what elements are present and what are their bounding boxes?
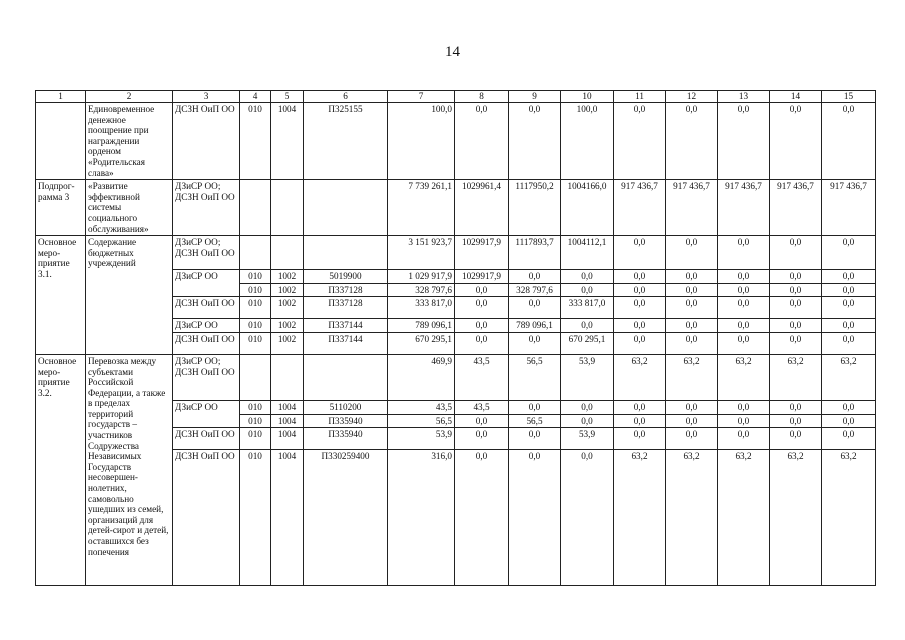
value-cell: 1029961,4 (455, 180, 509, 236)
value-cell: 0,0 (561, 450, 614, 586)
table-cell: Перевозка между субъектами Российской Федерации, а также в пределах территорий государств – участников Содружества Независимых Государств несовершен-нолетних, самовольно ушедших из семей, организаций для детей-сирот и детей, оставшихся без попечения (86, 354, 173, 585)
header-cell: 7 (388, 91, 455, 103)
header-row (36, 91, 876, 103)
table-cell: Подпрог-рамма 3 (36, 180, 86, 236)
value-cell: 43,5 (388, 400, 455, 414)
value-cell: 1117893,7 (509, 236, 561, 270)
value-cell: 63,2 (666, 354, 718, 400)
value-cell: 0,0 (822, 297, 876, 319)
value-cell: 1 029 917,9 (388, 270, 455, 284)
table-cell: 010 (240, 103, 271, 180)
value-cell: 63,2 (666, 450, 718, 586)
table-cell: ДСЗН ОиП ОО (173, 297, 240, 319)
table-cell: 1004 (271, 400, 304, 414)
table-cell: ДЗиСР ОО (173, 400, 240, 427)
value-cell: 63,2 (614, 450, 666, 586)
table-cell: 1004 (271, 103, 304, 180)
table-cell: 1004 (271, 450, 304, 586)
value-cell: 0,0 (614, 270, 666, 284)
value-cell: 670 295,1 (561, 332, 614, 354)
table-cell (271, 354, 304, 400)
value-cell: 0,0 (614, 319, 666, 333)
header-cell: 3 (173, 91, 240, 103)
value-cell: 0,0 (718, 103, 770, 180)
value-cell: 1004112,1 (561, 236, 614, 270)
value-cell: 0,0 (822, 428, 876, 450)
value-cell: 0,0 (666, 103, 718, 180)
value-cell: 0,0 (666, 332, 718, 354)
table-cell: 1002 (271, 319, 304, 333)
value-cell: 0,0 (666, 297, 718, 319)
value-cell: 0,0 (455, 428, 509, 450)
table-cell: 1002 (271, 332, 304, 354)
table-cell: 010 (240, 297, 271, 319)
value-cell: 100,0 (388, 103, 455, 180)
table-cell (304, 236, 388, 270)
table-cell: 1002 (271, 270, 304, 284)
table-cell: П337128 (304, 283, 388, 297)
table-cell: 010 (240, 428, 271, 450)
value-cell: 0,0 (509, 297, 561, 319)
header-cell: 6 (304, 91, 388, 103)
table-cell: 010 (240, 414, 271, 428)
value-cell: 0,0 (770, 270, 822, 284)
value-cell: 63,2 (614, 354, 666, 400)
value-cell: 1029917,9 (455, 236, 509, 270)
table-cell: ДЗиСР ОО; ДСЗН ОиП ОО (173, 354, 240, 400)
value-cell: 0,0 (822, 332, 876, 354)
value-cell: 63,2 (770, 354, 822, 400)
value-cell: 1117950,2 (509, 180, 561, 236)
value-cell: 0,0 (455, 414, 509, 428)
value-cell: 63,2 (822, 354, 876, 400)
value-cell: 1029917,9 (455, 270, 509, 284)
table-cell (240, 354, 271, 400)
table-cell: 010 (240, 450, 271, 586)
table-cell: ДЗиСР ОО (173, 270, 240, 297)
value-cell: 0,0 (509, 428, 561, 450)
value-cell: 0,0 (822, 283, 876, 297)
value-cell: 0,0 (666, 400, 718, 414)
value-cell: 0,0 (718, 400, 770, 414)
table-cell: Основное меро-приятие 3.1. (36, 236, 86, 355)
value-cell: 0,0 (614, 283, 666, 297)
header-cell: 8 (455, 91, 509, 103)
value-cell: 0,0 (561, 400, 614, 414)
header-cell: 11 (614, 91, 666, 103)
value-cell: 0,0 (718, 297, 770, 319)
table-cell (271, 236, 304, 270)
table-cell: 5110200 (304, 400, 388, 414)
value-cell: 43,5 (455, 400, 509, 414)
table-cell: «Развитие эффективной системы социального обслуживания» (86, 180, 173, 236)
table-cell: П337144 (304, 319, 388, 333)
value-cell: 63,2 (770, 450, 822, 586)
value-cell: 0,0 (455, 332, 509, 354)
value-cell: 0,0 (614, 297, 666, 319)
value-cell: 0,0 (509, 270, 561, 284)
value-cell: 0,0 (718, 236, 770, 270)
value-cell: 53,9 (561, 428, 614, 450)
table-row (36, 236, 876, 270)
table-row (36, 180, 876, 236)
value-cell: 0,0 (822, 319, 876, 333)
page-number: 14 (445, 44, 460, 60)
value-cell: 0,0 (561, 414, 614, 428)
value-cell: 7 739 261,1 (388, 180, 455, 236)
table-cell: 010 (240, 319, 271, 333)
value-cell: 0,0 (718, 283, 770, 297)
value-cell: 917 436,7 (614, 180, 666, 236)
value-cell: 0,0 (822, 414, 876, 428)
table-cell: ДЗиСР ОО; ДСЗН ОиП ОО (173, 180, 240, 236)
table-cell (304, 354, 388, 400)
table-cell (304, 180, 388, 236)
value-cell: 0,0 (770, 297, 822, 319)
value-cell: 0,0 (770, 414, 822, 428)
table-cell: П325155 (304, 103, 388, 180)
value-cell: 1004166,0 (561, 180, 614, 236)
value-cell: 0,0 (614, 236, 666, 270)
value-cell: 0,0 (561, 283, 614, 297)
table-cell: 5019900 (304, 270, 388, 284)
value-cell: 0,0 (614, 332, 666, 354)
value-cell: 0,0 (666, 283, 718, 297)
value-cell: 0,0 (718, 270, 770, 284)
value-cell: 0,0 (770, 428, 822, 450)
value-cell: 328 797,6 (509, 283, 561, 297)
value-cell: 333 817,0 (561, 297, 614, 319)
value-cell: 917 436,7 (770, 180, 822, 236)
value-cell: 917 436,7 (822, 180, 876, 236)
value-cell: 56,5 (509, 354, 561, 400)
header-cell: 2 (86, 91, 173, 103)
value-cell: 53,9 (561, 354, 614, 400)
value-cell: 0,0 (718, 319, 770, 333)
value-cell: 0,0 (770, 319, 822, 333)
value-cell: 0,0 (666, 414, 718, 428)
value-cell: 0,0 (666, 270, 718, 284)
value-cell: 0,0 (822, 400, 876, 414)
header-cell: 14 (770, 91, 822, 103)
header-cell: 13 (718, 91, 770, 103)
table-cell: Основное меро-приятие 3.2. (36, 354, 86, 585)
value-cell: 0,0 (614, 400, 666, 414)
value-cell: 0,0 (614, 414, 666, 428)
table-cell: П337144 (304, 332, 388, 354)
value-cell: 56,5 (509, 414, 561, 428)
table-cell (271, 180, 304, 236)
header-cell: 12 (666, 91, 718, 103)
table-cell: 1002 (271, 297, 304, 319)
value-cell: 0,0 (455, 450, 509, 586)
value-cell: 63,2 (718, 354, 770, 400)
value-cell: 0,0 (561, 270, 614, 284)
header-cell: 9 (509, 91, 561, 103)
table-cell: П335940 (304, 414, 388, 428)
table-cell: ДСЗН ОиП ОО (173, 103, 240, 180)
table-cell (240, 236, 271, 270)
value-cell: 0,0 (666, 428, 718, 450)
table-cell: 010 (240, 270, 271, 284)
value-cell: 3 151 923,7 (388, 236, 455, 270)
table-cell: Единовременное денежное поощрение при награждении орденом «Родительская слава» (86, 103, 173, 180)
table-cell: 010 (240, 332, 271, 354)
header-cell: 4 (240, 91, 271, 103)
value-cell: 316,0 (388, 450, 455, 586)
table-cell: 1004 (271, 414, 304, 428)
value-cell: 0,0 (561, 319, 614, 333)
value-cell: 0,0 (770, 400, 822, 414)
value-cell: 0,0 (509, 400, 561, 414)
table-cell: П335940 (304, 428, 388, 450)
value-cell: 0,0 (614, 428, 666, 450)
header-cell: 15 (822, 91, 876, 103)
value-cell: 0,0 (509, 450, 561, 586)
table-cell: 010 (240, 283, 271, 297)
value-cell: 0,0 (718, 414, 770, 428)
value-cell: 0,0 (770, 332, 822, 354)
table-cell (240, 180, 271, 236)
value-cell: 0,0 (718, 428, 770, 450)
value-cell: 0,0 (666, 319, 718, 333)
header-cell: 10 (561, 91, 614, 103)
table-cell (36, 103, 86, 180)
value-cell: 789 096,1 (509, 319, 561, 333)
value-cell: 53,9 (388, 428, 455, 450)
value-cell: 0,0 (822, 236, 876, 270)
value-cell: 0,0 (455, 283, 509, 297)
value-cell: 789 096,1 (388, 319, 455, 333)
value-cell: 0,0 (455, 103, 509, 180)
value-cell: 0,0 (770, 236, 822, 270)
value-cell: 63,2 (822, 450, 876, 586)
value-cell: 56,5 (388, 414, 455, 428)
table-cell: ДСЗН ОиП ОО (173, 332, 240, 354)
value-cell: 328 797,6 (388, 283, 455, 297)
table-cell: П337128 (304, 297, 388, 319)
value-cell: 917 436,7 (718, 180, 770, 236)
table-row (36, 103, 876, 180)
value-cell: 469,9 (388, 354, 455, 400)
value-cell: 63,2 (718, 450, 770, 586)
table-cell: ДЗиСР ОО; ДСЗН ОиП ОО (173, 236, 240, 270)
table-cell: 1002 (271, 283, 304, 297)
value-cell: 0,0 (509, 103, 561, 180)
table-row (36, 354, 876, 400)
value-cell: 333 817,0 (388, 297, 455, 319)
table-cell: П330259400 (304, 450, 388, 586)
table-cell: 010 (240, 400, 271, 414)
value-cell: 0,0 (455, 319, 509, 333)
value-cell: 0,0 (614, 103, 666, 180)
value-cell: 0,0 (770, 103, 822, 180)
table-cell: ДЗиСР ОО (173, 319, 240, 333)
value-cell: 0,0 (718, 332, 770, 354)
table-cell: Содержание бюджетных учреждений (86, 236, 173, 355)
value-cell: 43,5 (455, 354, 509, 400)
table-cell: ДСЗН ОиП ОО (173, 428, 240, 450)
table-cell: 1004 (271, 428, 304, 450)
value-cell: 670 295,1 (388, 332, 455, 354)
value-cell: 0,0 (455, 297, 509, 319)
header-cell: 5 (271, 91, 304, 103)
value-cell: 0,0 (666, 236, 718, 270)
value-cell: 100,0 (561, 103, 614, 180)
value-cell: 0,0 (822, 270, 876, 284)
value-cell: 0,0 (770, 283, 822, 297)
header-cell: 1 (36, 91, 86, 103)
budget-table (35, 90, 876, 586)
value-cell: 917 436,7 (666, 180, 718, 236)
value-cell: 0,0 (822, 103, 876, 180)
table-cell: ДСЗН ОиП ОО (173, 450, 240, 586)
value-cell: 0,0 (509, 332, 561, 354)
